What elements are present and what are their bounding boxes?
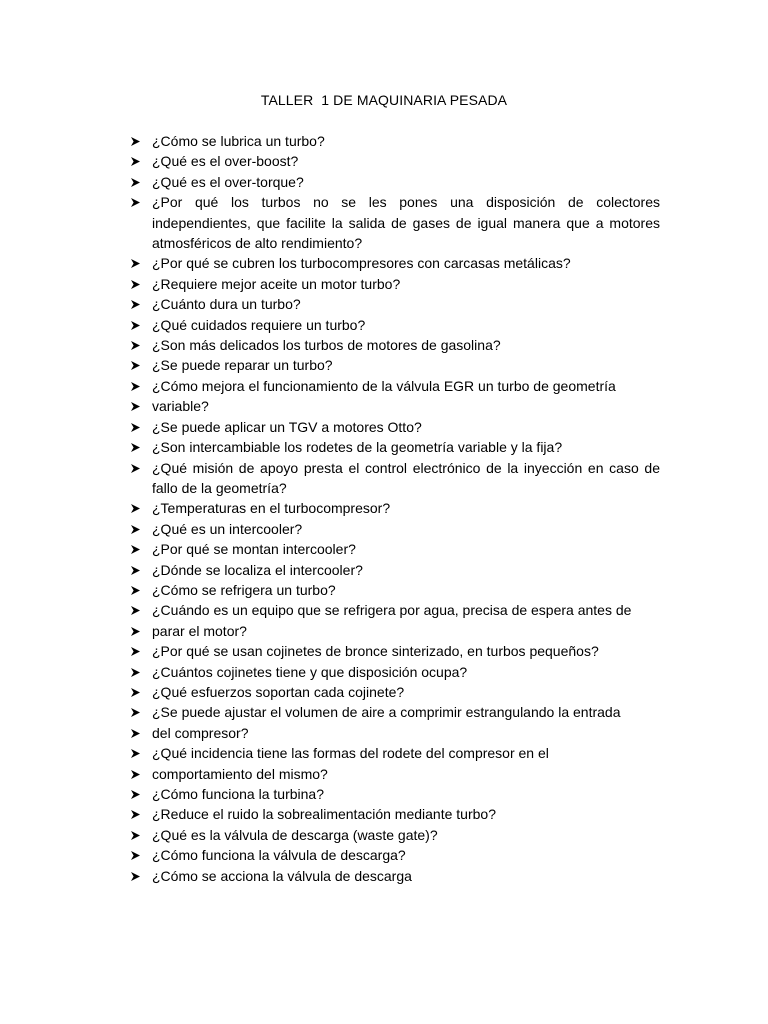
list-item-text: ¿Cómo se lubrica un turbo? — [152, 133, 325, 149]
list-item-text: comportamiento del mismo? — [152, 765, 328, 782]
list-item — [130, 192, 660, 253]
list-item — [130, 131, 660, 151]
list-item — [130, 376, 660, 396]
arrow-bullet-icon — [130, 197, 141, 208]
list-item-text: variable? — [152, 398, 209, 415]
list-item — [130, 396, 660, 416]
list-item-text: ¿Cuándo es un equipo que se refrigera por agua, precisa de espera antes de — [152, 602, 632, 619]
arrow-bullet-icon — [130, 320, 141, 331]
list-item — [130, 743, 660, 763]
arrow-bullet-icon — [130, 748, 141, 759]
list-item-text: ¿Qué incidencia tiene las formas del rodete del compresor en el — [152, 745, 549, 762]
list-item-text: del compresor? — [152, 724, 249, 741]
list-item-text: parar el motor? — [152, 622, 247, 639]
list-item-text: ¿Qué es un intercooler? — [152, 520, 303, 537]
arrow-bullet-icon — [130, 544, 141, 555]
arrow-bullet-icon — [130, 360, 141, 371]
question-list — [130, 131, 660, 886]
list-item — [130, 560, 660, 580]
list-item-text: ¿Requiere mejor aceite un motor turbo? — [152, 275, 401, 292]
list-item — [130, 458, 660, 499]
list-item — [130, 580, 660, 600]
arrow-bullet-icon — [130, 830, 141, 841]
arrow-bullet-icon — [130, 299, 141, 310]
list-item-text: ¿Qué cuidados requiere un turbo? — [152, 316, 366, 333]
list-item — [130, 417, 660, 437]
list-item — [130, 866, 660, 886]
list-item — [130, 784, 660, 804]
list-item — [130, 682, 660, 702]
list-item-text: ¿Por qué se cubren los turbocompresores con carcasas metálicas? — [152, 255, 571, 272]
list-item-text: ¿Son más delicados los turbos de motores de gasolina? — [152, 337, 501, 354]
arrow-bullet-icon — [130, 524, 141, 535]
list-item-text: ¿Cómo funciona la válvula de descarga? — [152, 847, 406, 864]
arrow-bullet-icon — [130, 136, 141, 147]
list-item — [130, 151, 660, 171]
arrow-bullet-icon — [130, 442, 141, 453]
arrow-bullet-icon — [130, 789, 141, 800]
arrow-bullet-icon — [130, 156, 141, 167]
list-item — [130, 539, 660, 559]
arrow-bullet-icon — [130, 463, 141, 474]
arrow-bullet-icon — [130, 177, 141, 188]
arrow-bullet-icon — [130, 401, 141, 412]
arrow-bullet-icon — [130, 728, 141, 739]
list-item-text: ¿Qué esfuerzos soportan cada cojinete? — [152, 683, 405, 700]
arrow-bullet-icon — [130, 258, 141, 269]
list-item-text: ¿Cómo mejora el funcionamiento de la válvula EGR un turbo de geometría — [152, 377, 616, 394]
arrow-bullet-icon — [130, 871, 141, 882]
arrow-bullet-icon — [130, 687, 141, 698]
page-title: TALLER 1 DE MAQUINARIA PESADA — [260, 92, 508, 108]
list-item — [130, 702, 660, 722]
arrow-bullet-icon — [130, 585, 141, 596]
list-item — [130, 355, 660, 375]
list-item-text: ¿Qué es la válvula de descarga (waste gate)? — [152, 826, 438, 843]
list-item — [130, 315, 660, 335]
arrow-bullet-icon — [130, 626, 141, 637]
list-item — [130, 294, 660, 314]
arrow-bullet-icon — [130, 809, 141, 820]
list-item — [130, 519, 660, 539]
list-item — [130, 437, 660, 457]
arrow-bullet-icon — [130, 381, 141, 392]
arrow-bullet-icon — [130, 667, 141, 678]
list-item — [130, 764, 660, 784]
list-item — [130, 641, 660, 661]
list-item-text: ¿Cómo funciona la turbina? — [152, 786, 324, 802]
arrow-bullet-icon — [130, 646, 141, 657]
list-item-text: ¿Se puede reparar un turbo? — [152, 357, 333, 374]
list-item-text: ¿Reduce el ruido la sobrealimentación mediante turbo? — [152, 806, 496, 823]
list-item-text: ¿Cuántos cojinetes tiene y que disposición ocupa? — [152, 663, 468, 680]
list-item — [130, 825, 660, 845]
list-item-text: ¿Dónde se localiza el intercooler? — [152, 561, 363, 578]
list-item — [130, 335, 660, 355]
arrow-bullet-icon — [130, 850, 141, 861]
arrow-bullet-icon — [130, 279, 141, 290]
arrow-bullet-icon — [130, 707, 141, 718]
list-item — [130, 662, 660, 682]
list-item — [130, 845, 660, 865]
list-item-text: ¿Cuánto dura un turbo? — [152, 296, 301, 313]
list-item-text: ¿Por qué se montan intercooler? — [152, 541, 356, 558]
arrow-bullet-icon — [130, 605, 141, 616]
list-item — [130, 253, 660, 273]
list-item-text: ¿Se puede aplicar un TGV a motores Otto? — [152, 418, 422, 435]
list-item — [130, 600, 660, 620]
list-item-text: ¿Qué misión de apoyo presta el control electrónico de la inyección en caso de fallo de la geometría? — [152, 459, 660, 496]
arrow-bullet-icon — [130, 503, 141, 514]
list-item — [130, 498, 660, 518]
arrow-bullet-icon — [130, 565, 141, 576]
list-item — [130, 723, 660, 743]
list-item-text: ¿Qué es el over-torque? — [152, 173, 304, 190]
list-item-text: ¿Por qué los turbos no se les pones una disposición de colectores independientes, que facilite la salida de gases de igual manera que a motores atmosféricos de alto rendimiento? — [152, 194, 660, 252]
arrow-bullet-icon — [130, 769, 141, 780]
list-item-text: ¿Son intercambiable los rodetes de la geometría variable y la fija? — [152, 439, 563, 456]
list-item-text: ¿Cómo se refrigera un turbo? — [152, 581, 336, 598]
list-item-text: ¿Se puede ajustar el volumen de aire a comprimir estrangulando la entrada — [152, 704, 621, 721]
arrow-bullet-icon — [130, 340, 141, 351]
list-item-text: ¿Temperaturas en el turbocompresor? — [152, 500, 391, 517]
arrow-bullet-icon — [130, 422, 141, 433]
list-item — [130, 621, 660, 641]
list-item-text: ¿Qué es el over-boost? — [152, 153, 299, 170]
list-item — [130, 274, 660, 294]
list-item — [130, 172, 660, 192]
list-item-text: ¿Por qué se usan cojinetes de bronce sinterizado, en turbos pequeños? — [152, 643, 599, 660]
list-item — [130, 804, 660, 824]
list-item-text: ¿Cómo se acciona la válvula de descarga — [152, 867, 412, 884]
